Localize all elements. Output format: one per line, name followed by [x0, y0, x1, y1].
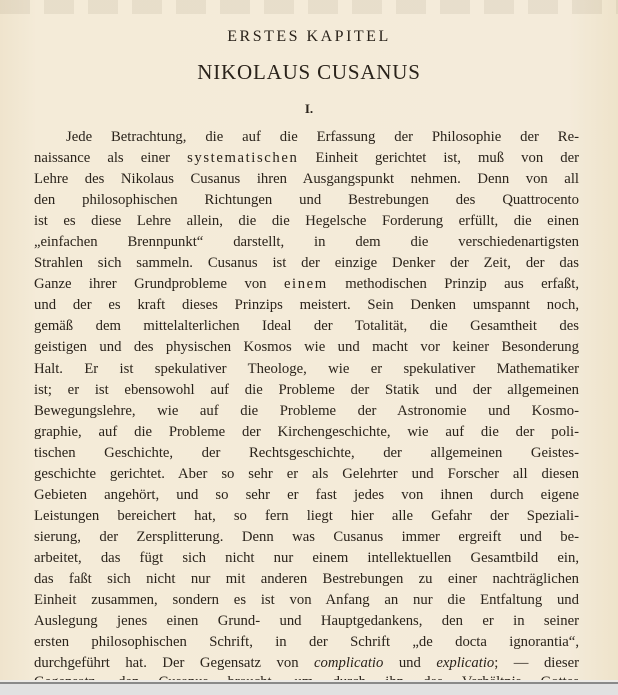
text-line: Jede Betrachtung, die auf die Erfassung der Philosophie der Re- [66, 129, 579, 145]
text-line: Strahlen sich sammeln. Cusanus ist der einzige Denker der Zeit, der das [34, 255, 579, 272]
text-line: ist; er ist ebensowohl auf die Probleme der Statik und der allgemeinen [34, 381, 579, 398]
text-line: Gebieten angehört, und so sehr er fast jedes von ihnen durch eigene [34, 486, 579, 503]
chapter-label: ERSTES KAPITEL [227, 28, 391, 45]
text-line: geschichte gerichtet. Aber so sehr er als Gelehrter und Forscher all diesen [34, 465, 579, 482]
section-number: I. [304, 101, 314, 116]
text-line: naissance als einer systematischen Einheit gerichtet ist, muß von der [34, 150, 579, 167]
text-line: gemäß dem mittelalterlichen Ideal der Totalität, die Gesamtheit des [34, 318, 579, 335]
spaced-emphasis: einem [283, 276, 328, 293]
text-line: Leistungen bereichert hat, so fern liegt hier alle Gefahr der Speziali- [34, 507, 579, 524]
spaced-emphasis: systematischen [187, 150, 299, 167]
text-line: das faßt sich nicht nur mit anderen Bestrebungen zu einer nachträglichen [34, 570, 579, 587]
text-line: „einfachen Brennpunkt“ darstellt, in dem die verschiedenartigsten [34, 234, 579, 251]
text-line: Lehre des Nikolaus Cusanus ihren Ausgangspunkt nehmen. Denn von all [34, 171, 579, 188]
text-line: sierung, der Zersplitterung. Denn was Cusanus immer ergreift und be- [34, 528, 579, 545]
italic-term: complicatio [314, 655, 384, 672]
text-line: graphie, auf die Probleme der Kirchengeschichte, wie auf die der poli- [34, 423, 579, 440]
text-line: geistigen und des physischen Kosmos wie und macht vor keiner Besonderung [34, 339, 579, 356]
text-line: ist es diese Lehre allein, die die Hegelsche Forderung erfüllt, die einen [34, 213, 579, 230]
text-line: Halt. Er ist spekulativer Theologe, wie er spekulativer Mathematiker [34, 360, 579, 377]
chapter-title: NIKOLAUS CUSANUS [197, 60, 421, 84]
text-line: arbeitet, das fügt sich nicht nur einem intellektuellen Gesamtbild ein, [34, 549, 579, 566]
text-line: durchgeführt hat. Der Gegensatz von complicatio und explicatio; — dieser [34, 655, 580, 672]
viewer-bottom-bar [0, 680, 618, 695]
text-line: Einheit zusammen, sondern es ist von Anfang an nur die Entfaltung und [34, 592, 579, 609]
body-text [34, 127, 579, 686]
text-line: den philosophischen Richtungen und Bestrebungen des Quattrocento [34, 192, 579, 209]
italic-term: explicatio [436, 655, 495, 672]
text-line: ersten philosophischen Schrift, in der Schrift „de docta ignorantia“, [34, 634, 579, 651]
text-line: Ganze ihrer Grundprobleme von einem methodischen Prinzip aus erfaßt, [34, 276, 579, 293]
text-line: Auslegung jenes einen Grund- und Hauptgedankens, den er in seiner [34, 613, 579, 630]
text-line: und der es kraft dieses Prinzips meistert. Sein Denken umspannt noch, [34, 297, 579, 314]
bleed-through-text [0, 0, 618, 14]
text-line: Bewegungslehre, wie auf die Probleme der Astronomie und Kosmo- [34, 402, 579, 419]
text-line: tischen Geschichte, der Rechtsgeschichte, der allgemeinen Geistes- [34, 444, 579, 461]
